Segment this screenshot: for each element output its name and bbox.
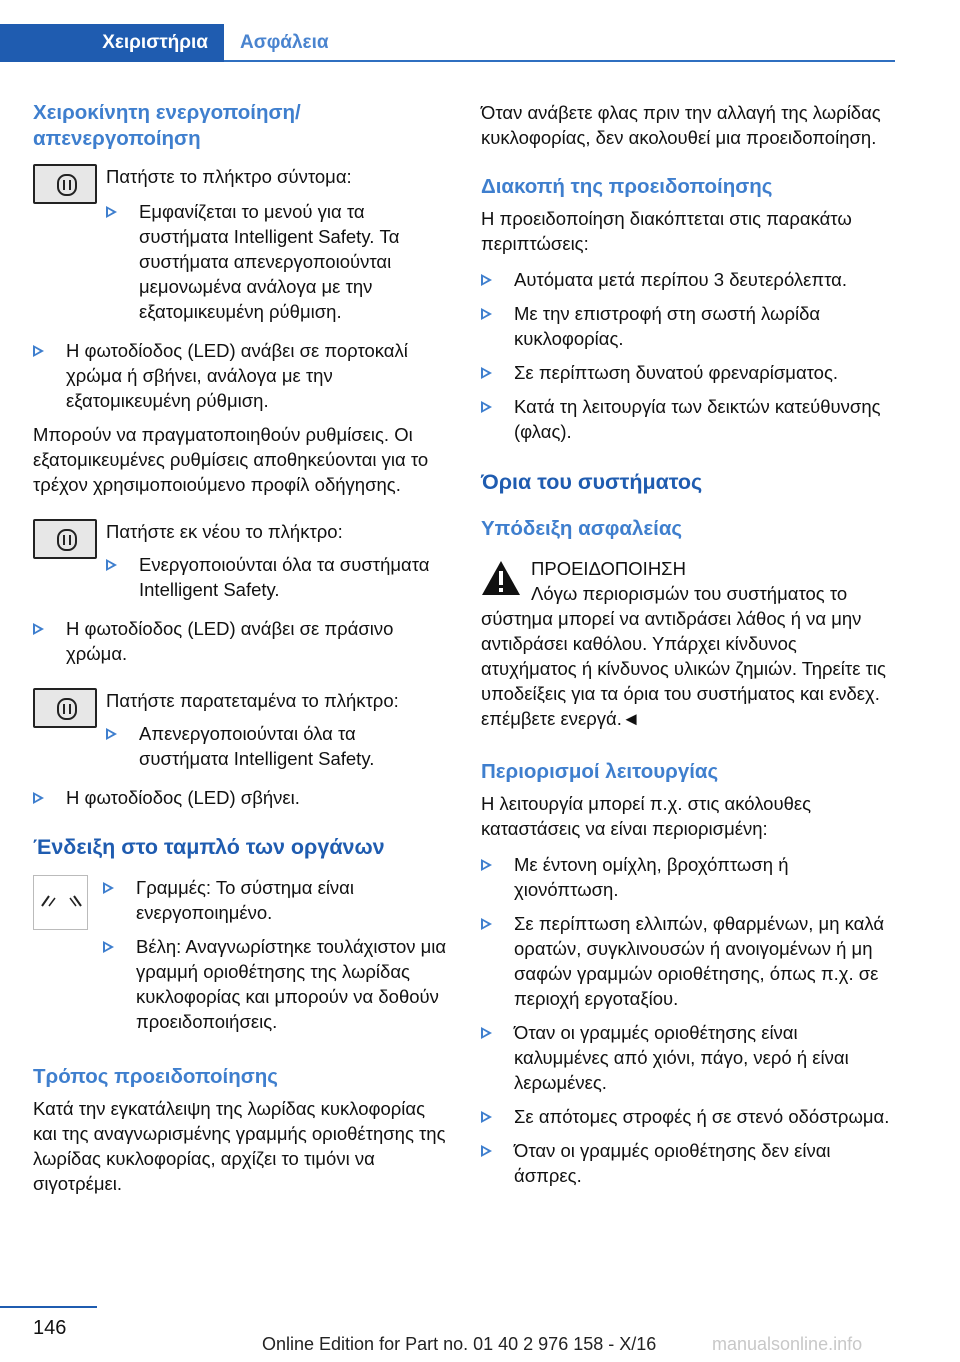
heading-manual-activation: Χειροκίνητη ενεργοποίηση/απενεργοποίηση <box>33 101 301 150</box>
intelligent-safety-button-icon <box>33 688 97 728</box>
list-item: Απενεργοποιούνται όλα τα συστήματα Intelligent Safety. <box>106 721 448 771</box>
key-row-press-again <box>33 519 448 602</box>
lane-lines-icon <box>33 875 88 930</box>
warning-block <box>481 556 896 731</box>
heading-function-restrictions: Περιορισμοί λειτουργίας <box>481 760 719 783</box>
bullet-triangle-icon <box>106 559 117 571</box>
list-item: Με έντονη ομίχλη, βροχόπτωση ή χιονόπτωση. <box>481 852 896 902</box>
list-item: Σε περίπτωση δυνατού φρεναρίσματος. <box>481 360 896 385</box>
list-item: Ενεργοποιούνται όλα τα συστήματα Intelligent Safety. <box>106 552 448 602</box>
heading-interrupt-warning: Διακοπή της προειδοποίησης <box>481 175 773 198</box>
list-item: Η φωτοδίοδος (LED) ανάβει σε πράσινο χρώμα. <box>33 616 448 666</box>
list-item: Η φωτοδίοδος (LED) σβήνει. <box>33 785 448 810</box>
lane-display-row <box>33 875 448 1034</box>
heading-safety-note: Υπόδειξη ασφαλείας <box>481 517 683 540</box>
bullet-triangle-icon <box>481 1145 492 1157</box>
list-item: Κατά τη λειτουργία των δεικτών κατεύθυνσης (φλας). <box>481 394 896 444</box>
list-item: Όταν οι γραμμές οριοθέτησης δεν είναι άσπρες. <box>481 1138 896 1188</box>
left-column <box>33 100 448 1196</box>
list-item: Εμφανίζεται το μενού για τα συστήματα Intelligent Safety. Τα συστήματα απενεργοποιούνται μεμονωμένα ανάλογα με την εξατομικευμένη ρύθμιση. <box>106 199 448 324</box>
tab-controls[interactable]: Χειριστήρια <box>0 24 224 62</box>
list-item: Σε περίπτωση ελλιπών, φθαρμένων, μη καλά ορατών, συγκλινουσών ή ανοιγομένων ή μη σαφών γραμμών οριοθέτησης, όπως π.χ. σε περιοχή εργοταξίου. <box>481 911 896 1011</box>
bullet-triangle-icon <box>481 274 492 286</box>
list-item: Όταν οι γραμμές οριοθέτησης είναι καλυμμένες από χιόνι, πάγο, νερό ή είναι λερωμένες. <box>481 1020 896 1095</box>
bullet-triangle-icon <box>33 623 44 635</box>
bullet-triangle-icon <box>481 859 492 871</box>
intelligent-safety-button-icon <box>33 519 97 559</box>
heading-system-limits: Όρια του συστήματος <box>481 470 703 494</box>
bullet-triangle-icon <box>33 792 44 804</box>
key-row-press-long <box>33 688 448 771</box>
list-item: Αυτόματα μετά περίπου 3 δευτερόλεπτα. <box>481 267 896 292</box>
header-tab-bar <box>0 24 895 62</box>
warning-mode-paragraph: Κατά την εγκατάλειψη της λωρίδας κυκλοφορίας και της αναγνωρισμένης γραμμής οριοθέτησης της λωρίδας κυκλοφορίας, αρχίζει το τιμόνι να σιγοτρέμει. <box>33 1098 446 1194</box>
tab-safety[interactable]: Ασφάλεια <box>240 32 329 53</box>
settings-paragraph: Μπορούν να πραγματοποιηθούν ρυθμίσεις. Οι εξατομικευμένες ρυθμίσεις αποθηκεύονται για το τρέχον χρησιμοποιούμενο προφίλ οδήγησης. <box>33 424 429 495</box>
edition-text: Online Edition for Part no. 01 40 2 976 158 - X/16 <box>262 1334 657 1354</box>
bullet-triangle-icon <box>481 401 492 413</box>
press-again-text: Πατήστε εκ νέου το πλήκτρο: <box>106 521 343 542</box>
bullet-triangle-icon <box>33 345 44 357</box>
bullet-triangle-icon <box>106 728 117 740</box>
warning-triangle-icon <box>481 560 521 596</box>
press-long-text: Πατήστε παρατεταμένα το πλήκτρο: <box>106 690 399 711</box>
list-item: Η φωτοδίοδος (LED) ανάβει σε πορτοκαλί χρώμα ή σβήνει, ανάλογα με την εξατομικευμένη ρύθμιση. <box>33 338 448 413</box>
heading-instrument-display: Ένδειξη στο ταμπλό των οργάνων <box>33 835 385 859</box>
restrictions-paragraph: Η λειτουργία μπορεί π.χ. στις ακόλουθες καταστάσεις να είναι περιορισμένη: <box>481 793 812 839</box>
list-item: Γραμμές: Το σύστημα είναι ενεργοποιημένο. <box>103 875 448 925</box>
list-item: Βέλη: Αναγνωρίστηκε τουλάχιστον μια γραμμή οριοθέτησης της λωρίδας κυκλοφορίας και μπορούν να δοθούν προειδοποιήσεις. <box>103 934 448 1034</box>
list-item: Σε απότομες στροφές ή σε στενό οδόστρωμα. <box>481 1104 896 1129</box>
warning-title: ΠΡΟΕΙΔΟΠΟΙΗΣΗ <box>531 558 686 579</box>
bullet-triangle-icon <box>481 1111 492 1123</box>
bullet-triangle-icon <box>481 367 492 379</box>
list-item: Με την επιστροφή στη σωστή λωρίδα κυκλοφορίας. <box>481 301 896 351</box>
heading-warning-mode: Τρόπος προειδοποίησης <box>33 1065 278 1088</box>
bullet-triangle-icon <box>103 882 114 894</box>
footer-rule <box>0 1306 97 1308</box>
interrupt-paragraph: Η προειδοποίηση διακόπτεται στις παρακάτω περιπτώσεις: <box>481 208 852 254</box>
warning-text: Λόγω περιορισμών του συστήματος το σύστημα μπορεί να αντιδράσει λάθος ή να μην αντιδράσει καθόλου. Υπάρχει κίνδυνος ατυχήματος ή κίνδυνος υλικών ζημιών. Τηρείτε τις υποδείξεις για τα όρια του συστήματος και ενδεχ. επέμβετε ενεργά.◄ <box>481 583 886 729</box>
bullet-triangle-icon <box>481 918 492 930</box>
bullet-triangle-icon <box>106 206 117 218</box>
watermark: manualsonline.info <box>712 1334 863 1354</box>
key-row-press-briefly <box>33 164 448 324</box>
press-briefly-text: Πατήστε το πλήκτρο σύντομα: <box>106 166 352 187</box>
page-number: 146 <box>33 1317 67 1339</box>
bullet-triangle-icon <box>481 308 492 320</box>
right-column <box>481 100 896 1188</box>
intelligent-safety-button-icon <box>33 164 97 204</box>
bullet-triangle-icon <box>481 1027 492 1039</box>
bullet-triangle-icon <box>103 941 114 953</box>
intro-paragraph: Όταν ανάβετε φλας πριν την αλλαγή της λωρίδας κυκλοφορίας, δεν ακολουθεί μια προειδοποίηση. <box>481 102 881 148</box>
